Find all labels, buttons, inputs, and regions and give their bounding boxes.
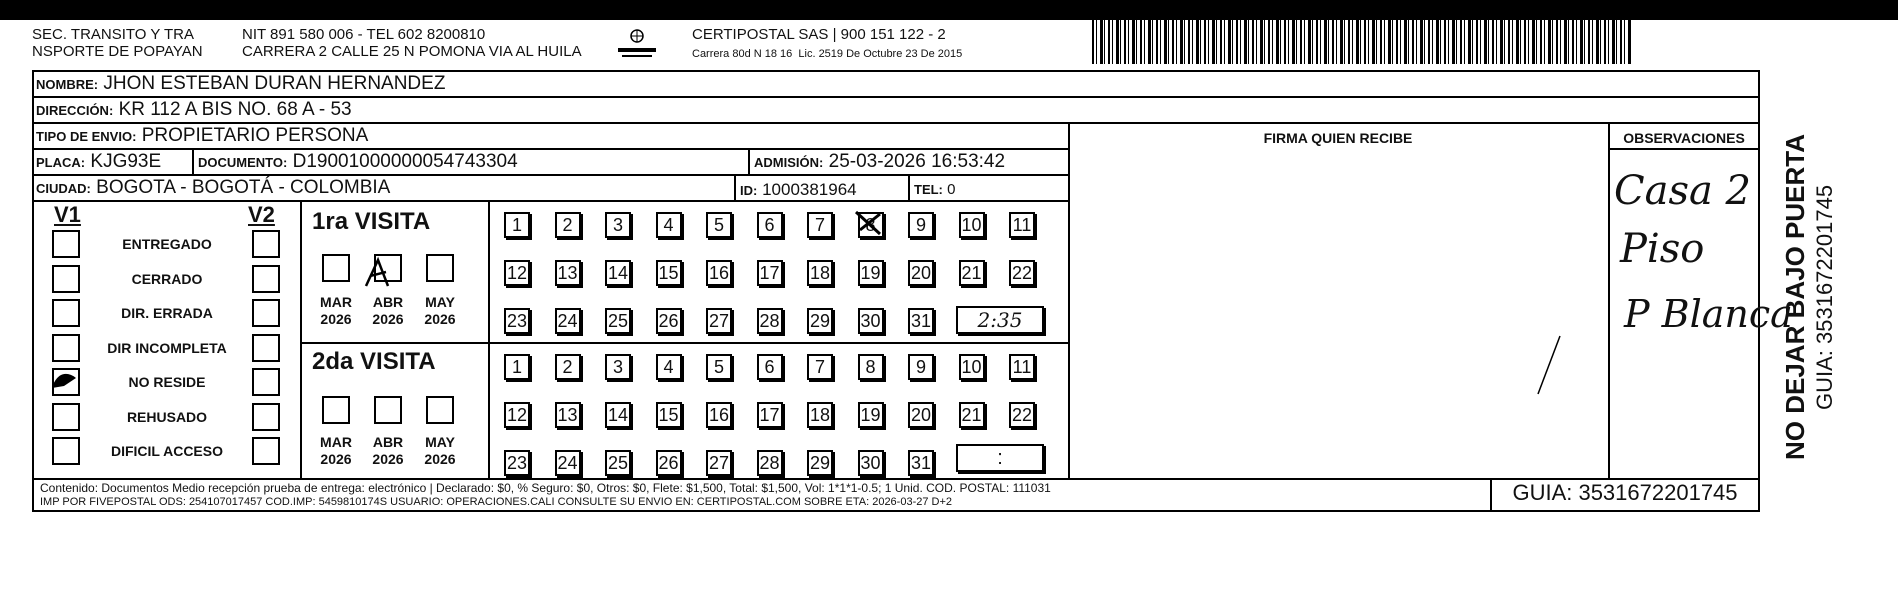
day-box[interactable]: 11 (1009, 354, 1035, 380)
month-name: MAY (425, 434, 455, 450)
month-checkbox[interactable] (322, 396, 350, 424)
day-box[interactable]: 12 (504, 260, 530, 286)
row-line (32, 96, 1760, 98)
day-box[interactable]: 16 (706, 402, 732, 428)
col-line (1490, 478, 1492, 512)
signature-stroke (1530, 330, 1570, 400)
admision-value: 25-03-2026 16:53:42 (828, 151, 1006, 172)
month-year: 2026 (424, 311, 456, 327)
footer-content-line: Contenido: Documentos Medio recepción prueba de entrega: electrónico | Declarado: $0, % Seguro: $0, Otros: $0, Flete: $1,500, Total: $1,500, Vol: 1*1*1-0.5; 1 Unid. COD. POSTAL: 111031 (40, 481, 1051, 495)
status-label: ENTREGADO (122, 236, 212, 252)
documento-value: D19001000000054743304 (292, 151, 518, 172)
tel-label: TEL: (914, 182, 943, 197)
month-year: 2026 (320, 311, 352, 327)
day-box[interactable]: 4 (656, 354, 682, 380)
day-box[interactable]: 19 (858, 402, 884, 428)
day-box[interactable]: 9 (908, 354, 934, 380)
status-label: CERRADO (131, 270, 203, 287)
month-label (314, 294, 358, 328)
tipo-label: TIPO DE ENVIO: (36, 129, 137, 144)
status-label: REHUSADO (126, 408, 208, 425)
company-line: CERTIPOSTAL SAS | 900 151 122 - 2 (692, 26, 946, 43)
row-line (32, 174, 1068, 176)
day-box[interactable]: 27 (706, 308, 732, 334)
day-box[interactable]: 31 (908, 308, 934, 334)
col-line (748, 148, 750, 174)
month-year: 2026 (372, 311, 404, 327)
day-box[interactable]: 2 (555, 354, 581, 380)
v1-checkbox[interactable] (52, 230, 80, 258)
direccion-field (36, 99, 352, 122)
day-box[interactable]: 15 (656, 260, 682, 286)
day-box[interactable]: 27 (706, 450, 732, 476)
day-box[interactable]: 21 (959, 402, 985, 428)
admision-label: ADMISIÓN: (754, 155, 824, 170)
day-box[interactable]: 17 (757, 260, 783, 286)
day-box[interactable]: 23 (504, 450, 530, 476)
month-label (366, 434, 410, 468)
day-box[interactable]: 7 (807, 212, 833, 238)
day-box[interactable]: 12 (504, 402, 530, 428)
day-box[interactable]: 2 (555, 212, 581, 238)
status-label: DIFICIL ACCESO (110, 443, 223, 459)
day-box[interactable]: 19 (858, 260, 884, 286)
month-name: MAY (425, 294, 455, 310)
month-checkbox[interactable] (426, 396, 454, 424)
day-box[interactable]: 22 (1009, 260, 1035, 286)
day-box[interactable]: 5 (706, 212, 732, 238)
observation-line-3: P Blanca (1624, 292, 1793, 336)
day-box[interactable]: 9 (908, 212, 934, 238)
day-box[interactable]: 26 (656, 450, 682, 476)
v2-checkbox[interactable] (252, 230, 280, 258)
day-box[interactable]: 3 (605, 212, 631, 238)
day-box[interactable]: 10 (959, 354, 985, 380)
day-box[interactable]: 13 (555, 402, 581, 428)
day-box[interactable]: 10 (959, 212, 985, 238)
day-box[interactable]: 30 (858, 308, 884, 334)
placa-value: KJG93E (90, 151, 162, 172)
ciudad-field (36, 177, 390, 200)
month-label (418, 434, 462, 468)
v1-checkbox[interactable] (52, 437, 80, 465)
month-checkbox[interactable] (374, 396, 402, 424)
status-label: DIR INCOMPLETA (107, 339, 227, 356)
v1-checkbox[interactable] (52, 334, 80, 362)
v2-label: V2 (248, 202, 275, 227)
day-box[interactable]: 21 (959, 260, 985, 286)
nombre-field (36, 73, 445, 96)
month-year: 2026 (372, 451, 404, 467)
day-box[interactable]: 23 (504, 308, 530, 334)
day-box[interactable]: 1 (504, 212, 530, 238)
day-box[interactable]: 28 (757, 308, 783, 334)
handwritten-month-mark (360, 256, 396, 292)
v2-checkbox[interactable] (252, 299, 280, 327)
firma-header: FIRMA QUIEN RECIBE (1263, 130, 1413, 146)
month-name: MAR (320, 434, 352, 450)
day-box[interactable]: 13 (555, 260, 581, 286)
tipo-field (36, 125, 368, 148)
month-label (418, 294, 462, 328)
id-value: 1000381964 (762, 180, 857, 199)
status-label: DIR. ERRADA (121, 305, 213, 321)
scan-top-border (0, 0, 1898, 20)
col-line (1608, 122, 1610, 478)
day-box[interactable]: 17 (757, 402, 783, 428)
day-box[interactable]: 29 (807, 308, 833, 334)
certipostal-logo-icon (612, 26, 662, 62)
tipo-value: PROPIETARIO PERSONA (141, 125, 369, 146)
month-label (314, 434, 358, 468)
v2-checkbox[interactable] (252, 265, 280, 293)
col-line (734, 174, 736, 200)
v1-checkbox[interactable] (52, 265, 80, 293)
month-year: 2026 (320, 451, 352, 467)
documento-label: DOCUMENTO: (198, 155, 288, 170)
v2-checkbox[interactable] (252, 403, 280, 431)
row-line (32, 122, 1760, 124)
admision-field (754, 151, 1005, 174)
month-label (366, 294, 410, 328)
col-line (1068, 122, 1070, 478)
day-box[interactable]: 6 (757, 212, 783, 238)
handwritten-status-mark (50, 368, 80, 392)
tel-field (914, 179, 955, 201)
day-box[interactable]: 25 (605, 308, 631, 334)
day-box[interactable]: 5 (706, 354, 732, 380)
day-box[interactable]: 18 (807, 260, 833, 286)
day-box[interactable]: 22 (1009, 402, 1035, 428)
row-line (1608, 148, 1760, 150)
first-visit-title: 1ra VISITA (312, 208, 431, 235)
v1-checkbox[interactable] (52, 403, 80, 431)
status-label: NO RESIDE (128, 374, 206, 390)
row-line (32, 148, 1068, 150)
barcode (1092, 20, 1632, 64)
direccion-label: DIRECCIÓN: (36, 103, 114, 118)
day-box[interactable]: 26 (656, 308, 682, 334)
day-box[interactable]: 4 (656, 212, 682, 238)
month-name: ABR (372, 434, 404, 450)
day-box[interactable]: 14 (605, 260, 631, 286)
day-box[interactable]: 20 (908, 402, 934, 428)
day-box[interactable]: 30 (858, 450, 884, 476)
side-guia: GUIA: 3531672201745 (1812, 184, 1837, 410)
day-box[interactable]: 20 (908, 260, 934, 286)
day-box[interactable]: 1 (504, 354, 530, 380)
nombre-label: NOMBRE: (36, 77, 99, 92)
month-checkbox[interactable] (322, 254, 350, 282)
sender-line-2: NSPORTE DE POPAYAN (32, 43, 203, 60)
second-visit-title: 2da VISITA (312, 348, 436, 375)
day-box[interactable]: 24 (555, 450, 581, 476)
day-box[interactable]: 24 (555, 308, 581, 334)
row-line (300, 342, 1068, 344)
day-box[interactable]: 18 (807, 402, 833, 428)
col-line (908, 174, 910, 200)
documento-field (198, 151, 518, 174)
month-year: 2026 (424, 451, 456, 467)
day-box[interactable]: 7 (807, 354, 833, 380)
day-box[interactable]: 6 (757, 354, 783, 380)
ciudad-label: CIUDAD: (36, 181, 91, 196)
v2-checkbox[interactable] (252, 437, 280, 465)
guia-box: GUIA: 3531672201745 (1512, 480, 1738, 505)
day-box[interactable]: 16 (706, 260, 732, 286)
observaciones-header: OBSERVACIONES (1623, 130, 1745, 146)
footer-print-line: IMP POR FIVEPOSTAL ODS: 254107017457 COD.IMP: 5459810174S USUARIO: OPERACIONES.CALI CONSULTE SU ENVIO EN: CERTIPOSTAL.COM SOBRE ETA: 2026-03-27 D+2 (40, 496, 953, 508)
no-dejar-bajo-puerta: NO DEJAR BAJO PUERTA (1780, 133, 1810, 460)
month-name: MAR (320, 294, 352, 310)
v1-checkbox[interactable] (52, 299, 80, 327)
day-box[interactable]: 8 (858, 354, 884, 380)
nombre-value: JHON ESTEBAN DURAN HERNANDEZ (103, 73, 446, 94)
v2-checkbox[interactable] (252, 334, 280, 362)
day-box[interactable]: 29 (807, 450, 833, 476)
id-label: ID: (740, 183, 758, 198)
day-box[interactable]: 25 (605, 450, 631, 476)
observation-line-1: Casa 2 (1614, 168, 1751, 214)
row-line (32, 200, 1068, 202)
second-visit-time[interactable]: : (956, 444, 1044, 472)
license-line: Carrera 80d N 18 16 Lic. 2519 De Octubre 23 De 2015 (692, 48, 963, 60)
sender-line-1: SEC. TRANSITO Y TRA (32, 26, 194, 43)
direccion-value: KR 112 A BIS NO. 68 A - 53 (118, 99, 352, 120)
col-line (488, 200, 490, 478)
handwritten-check-mark (850, 206, 886, 242)
col-line (300, 200, 302, 478)
nit-line: NIT 891 580 006 - TEL 602 8200810 (242, 26, 486, 43)
address-line: CARRERA 2 CALLE 25 N POMONA VIA AL HUILA (242, 43, 582, 60)
day-box[interactable]: 14 (605, 402, 631, 428)
day-box[interactable]: 31 (908, 450, 934, 476)
col-line (192, 148, 194, 174)
month-checkbox[interactable] (426, 254, 454, 282)
day-box[interactable]: 3 (605, 354, 631, 380)
observation-line-2: Piso (1620, 226, 1705, 272)
tel-value: 0 (947, 181, 956, 198)
placa-field (36, 151, 161, 174)
month-name: ABR (372, 294, 404, 310)
day-box[interactable]: 28 (757, 450, 783, 476)
day-box[interactable]: 11 (1009, 212, 1035, 238)
v1-label: V1 (54, 202, 81, 227)
placa-label: PLACA: (36, 155, 86, 170)
ciudad-value: BOGOTA - BOGOTÁ - COLOMBIA (96, 177, 391, 198)
v2-checkbox[interactable] (252, 368, 280, 396)
day-box[interactable]: 15 (656, 402, 682, 428)
id-field (740, 179, 857, 202)
first-visit-time[interactable]: 2:35 (956, 306, 1044, 334)
day-box[interactable]: 8 (858, 212, 884, 238)
